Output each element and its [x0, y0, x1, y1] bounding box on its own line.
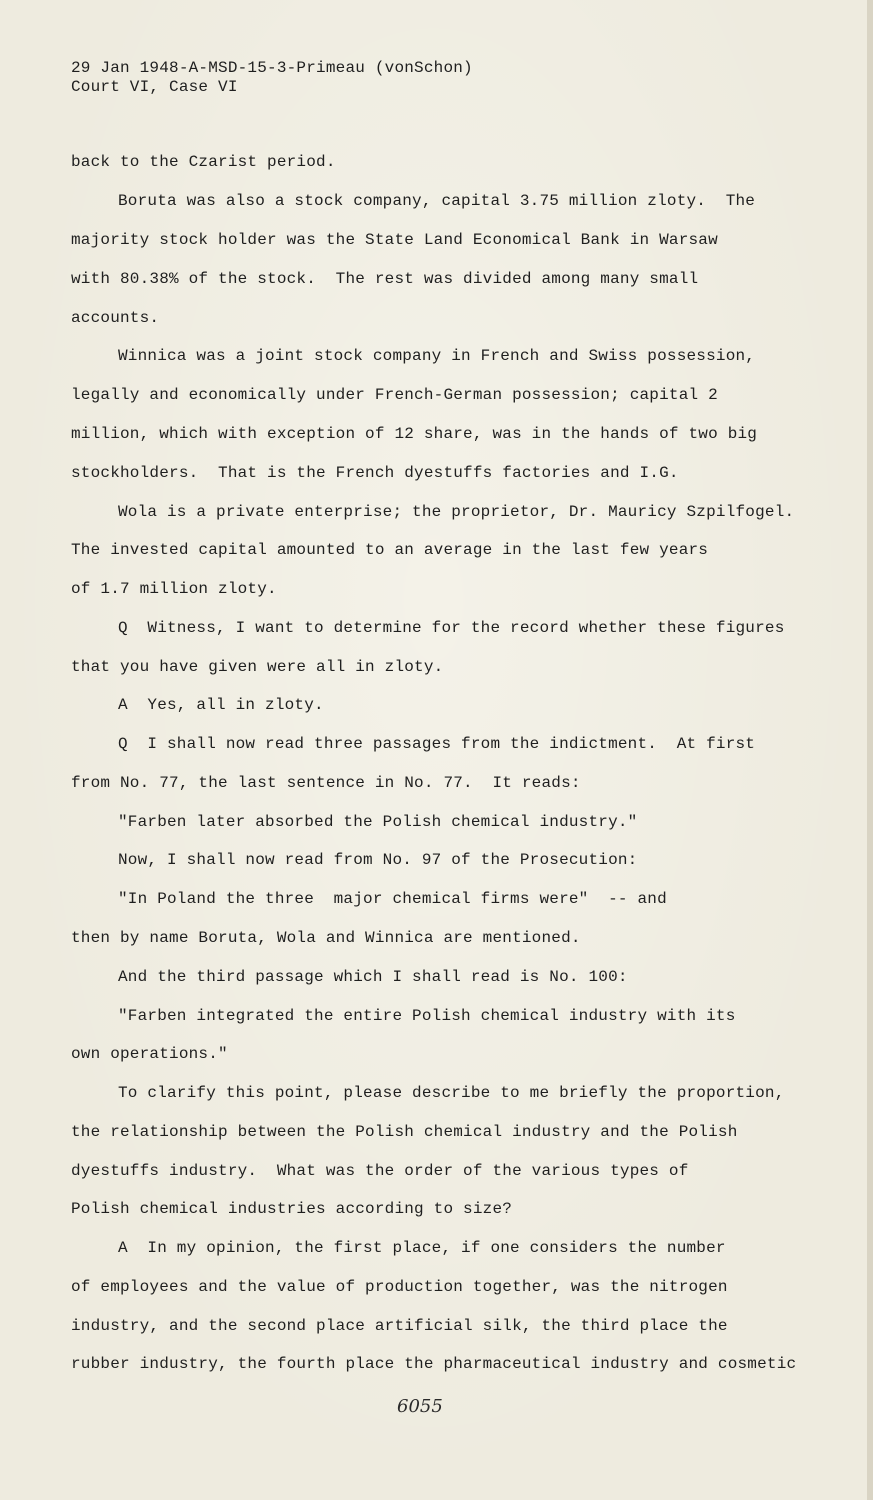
body-line: To clarify this point, please describe to me briefly the proportion,: [118, 1084, 785, 1102]
body-line: accounts.: [71, 309, 160, 327]
body-line: legally and economically under French-German possession; capital 2: [71, 386, 718, 404]
body-line: that you have given were all in zloty.: [71, 658, 444, 676]
body-line: "Farben integrated the entire Polish chemical industry with its: [118, 1007, 736, 1025]
body-line: own operations.": [71, 1045, 228, 1063]
body-line: Q Witness, I want to determine for the record whether these figures: [118, 619, 785, 637]
body-line: "In Poland the three major chemical firms were" -- and: [118, 890, 667, 908]
body-line: "Farben later absorbed the Polish chemical industry.": [118, 813, 638, 831]
body-line: of 1.7 million zloty.: [71, 580, 277, 598]
body-line: industry, and the second place artificial silk, the third place the: [71, 1317, 728, 1335]
body-line: A Yes, all in zloty.: [118, 696, 324, 714]
body-line: stockholders. That is the French dyestuffs factories and I.G.: [71, 464, 679, 482]
body-line: million, which with exception of 12 share, was in the hands of two big: [71, 425, 758, 443]
body-line: then by name Boruta, Wola and Winnica are mentioned.: [71, 929, 581, 947]
body-line: with 80.38% of the stock. The rest was divided among many small: [71, 270, 699, 288]
body-line: The invested capital amounted to an average in the last few years: [71, 541, 709, 559]
body-line: Wola is a private enterprise; the proprietor, Dr. Mauricy Szpilfogel.: [118, 503, 795, 521]
body-line: Q I shall now read three passages from the indictment. At first: [118, 735, 756, 753]
body-line: back to the Czarist period.: [71, 153, 336, 171]
body-line: Boruta was also a stock company, capital 3.75 million zloty. The: [118, 192, 756, 210]
body-line: Now, I shall now read from No. 97 of the Prosecution:: [118, 851, 638, 869]
body-line: Winnica was a joint stock company in French and Swiss possession,: [118, 347, 756, 365]
body-line: majority stock holder was the State Land Economical Bank in Warsaw: [71, 231, 718, 249]
body-line: A In my opinion, the first place, if one considers the number: [118, 1239, 726, 1257]
body-line: rubber industry, the fourth place the pharmaceutical industry and cosmetic: [71, 1355, 797, 1373]
header-line-2: Court VI, Case VI: [71, 78, 238, 96]
header-line-1: 29 Jan 1948-A-MSD-15-3-Primeau (vonSchon): [71, 59, 473, 77]
body-line: And the third passage which I shall read is No. 100:: [118, 968, 628, 986]
body-line: dyestuffs industry. What was the order of the various types of: [71, 1162, 689, 1180]
body-line: from No. 77, the last sentence in No. 77. It reads:: [71, 774, 581, 792]
body-line: of employees and the value of production together, was the nitrogen: [71, 1278, 728, 1296]
page-number: 6055: [397, 1396, 443, 1417]
body-line: the relationship between the Polish chemical industry and the Polish: [71, 1123, 738, 1141]
body-line: Polish chemical industries according to size?: [71, 1200, 513, 1218]
